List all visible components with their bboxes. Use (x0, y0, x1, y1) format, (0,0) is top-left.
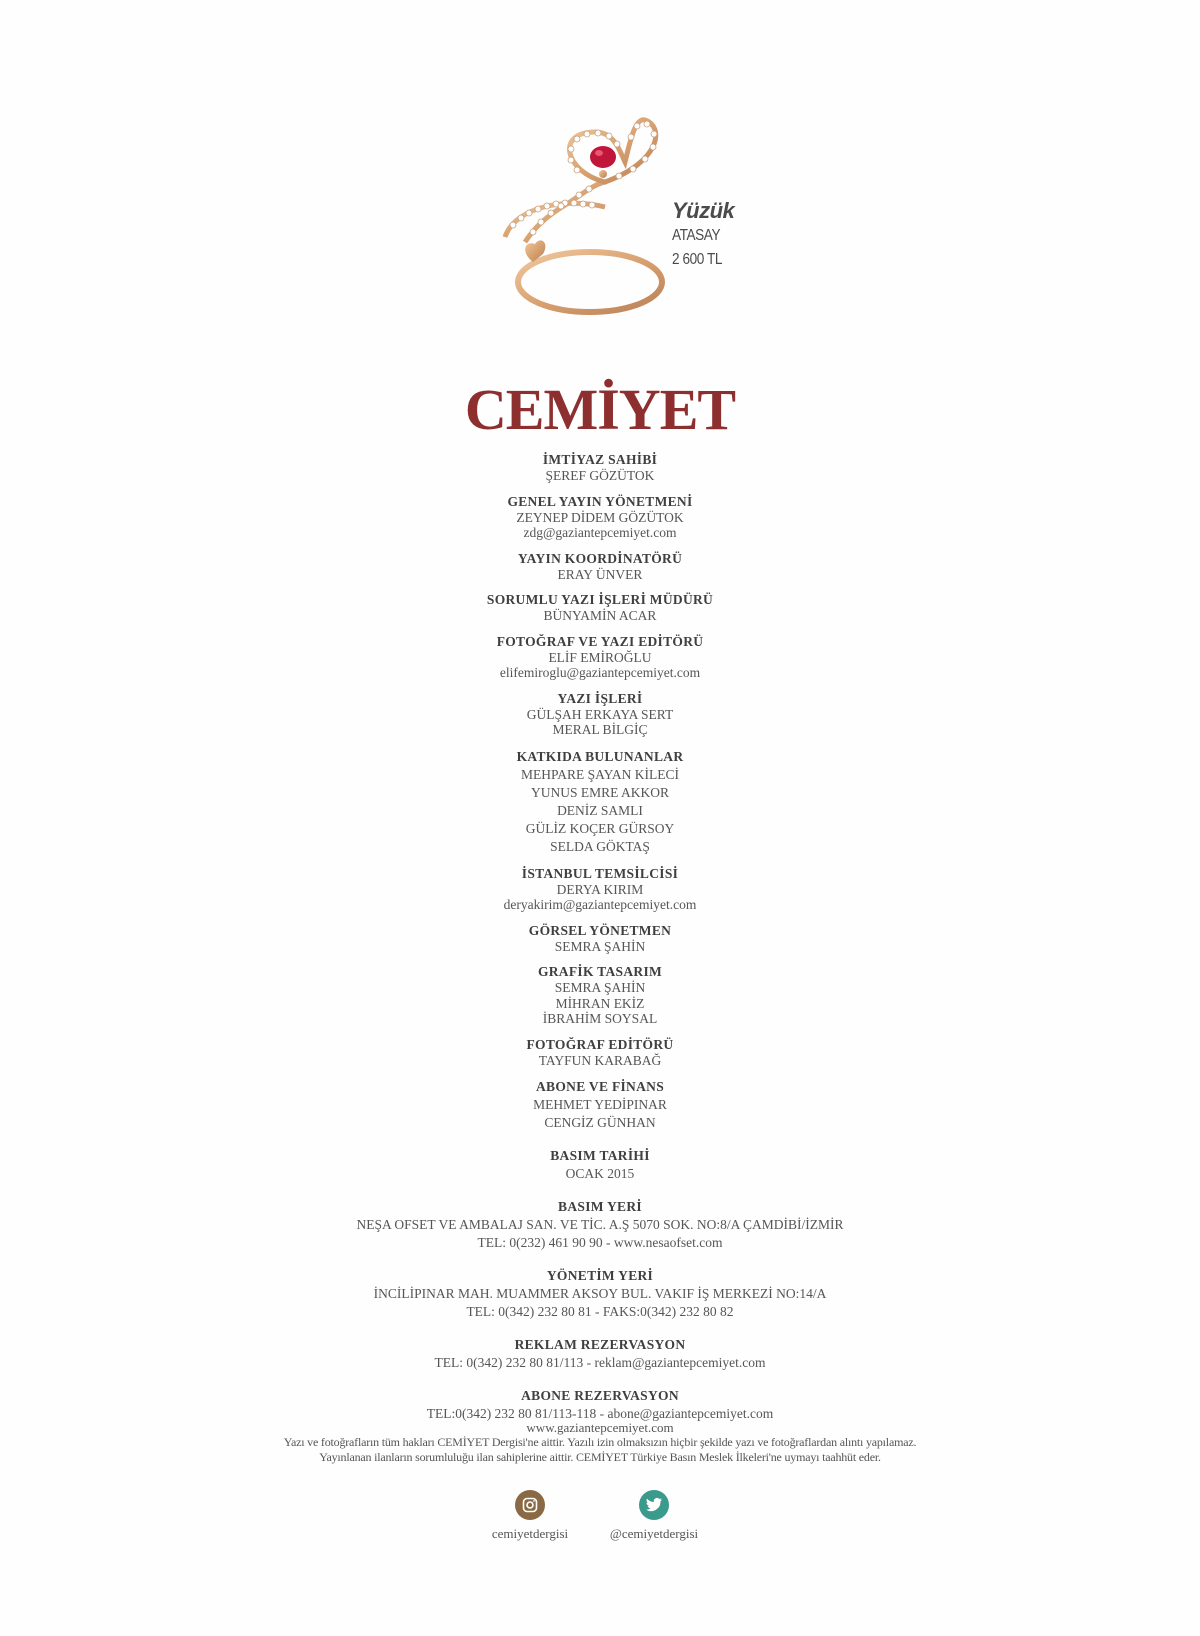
credit-name: TAYFUN KARABAĞ (538, 1052, 662, 1068)
credit-name: GÜLŞAH ERKAYA SERT (526, 706, 674, 722)
credit-section (0, 494, 1200, 541)
credit-name: MİHRAN EKİZ (555, 995, 645, 1011)
credit-name: MERAL BİLGİÇ (552, 722, 648, 737)
credit-name: İNCİLİPINAR MAH. MUAMMER AKSOY BUL. VAKIF İŞ MERKEZİ NO:14/A (373, 1286, 827, 1301)
credit-section (0, 1078, 1200, 1132)
credit-role: YAYIN KOORDİNATÖRÜ (517, 550, 683, 566)
credit-section (0, 866, 1200, 913)
product-brand: ATASAY (672, 227, 721, 244)
responsibility-note: Yayınlanan ilanların sorumluluğu ilan sahiplerine aittir. CEMİYET Türkiye Basın Meslek İlkeleri'ne uymayı taahhüt eder. (319, 1450, 881, 1464)
credits-list (0, 452, 1200, 1438)
credit-role: BASIM TARİHİ (550, 1148, 650, 1163)
credit-name: ŞEREF GÖZÜTOK (545, 468, 655, 483)
credit-role: REKLAM REZERVASYON (514, 1337, 686, 1352)
credit-name: DERYA KIRIM (556, 881, 644, 897)
ring-product-image (495, 112, 685, 337)
credit-name: MEHPARE ŞAYAN KİLECİ (520, 766, 680, 782)
credit-name: İBRAHİM SOYSAL (542, 1011, 658, 1026)
contact-line[interactable]: elifemiroglu@gaziantepcemiyet.com (499, 665, 701, 680)
credit-role: ABONE VE FİNANS (535, 1079, 665, 1094)
credit-role: FOTOĞRAF EDİTÖRÜ (526, 1036, 674, 1052)
contact-line[interactable]: TEL:0(342) 232 80 81/113-118 - abone@gaziantepcemiyet.com (426, 1406, 774, 1421)
credit-role: YAZI İŞLERİ (557, 690, 643, 706)
copyright-note: Yazı ve fotoğrafların tüm hakları CEMİYET Dergisi'ne aittir. Yazılı izin olmaksızın hiçbir şekilde yazı ve fotoğraflardan alıntı yapılamaz. (283, 1435, 917, 1449)
credit-name: CENGİZ GÜNHAN (544, 1115, 656, 1130)
credit-role: KATKIDA BULUNANLAR (516, 748, 684, 764)
credit-role: BASIM YERİ (558, 1199, 642, 1214)
instagram-icon (515, 1490, 545, 1520)
credit-role: GRAFİK TASARIM (537, 964, 663, 979)
credit-name: SEMRA ŞAHİN (554, 980, 646, 995)
credit-section (0, 452, 1200, 484)
credit-section (0, 923, 1200, 955)
credit-role: İSTANBUL TEMSİLCİSİ (521, 865, 679, 881)
contact-line[interactable]: deryakirim@gaziantepcemiyet.com (503, 897, 697, 912)
credit-role: ABONE REZERVASYON (521, 1388, 679, 1403)
credit-section (0, 748, 1200, 856)
credit-role: FOTOĞRAF VE YAZI EDİTÖRÜ (496, 633, 704, 649)
credit-section (0, 1037, 1200, 1069)
credit-name: BÜNYAMİN ACAR (543, 608, 657, 623)
credit-role: İMTİYAZ SAHİBİ (542, 452, 658, 467)
social-links (0, 1490, 1200, 1550)
credit-name: SEMRA ŞAHİN (554, 938, 646, 954)
credit-name: ERAY ÜNVER (557, 566, 643, 582)
credit-section (0, 964, 1200, 1027)
credit-role: SORUMLU YAZI İŞLERİ MÜDÜRÜ (486, 592, 714, 607)
website-link[interactable]: www.gaziantepcemiyet.com (526, 1420, 674, 1435)
credit-name: YUNUS EMRE AKKOR (530, 784, 669, 800)
credit-section (0, 634, 1200, 681)
credit-section (0, 551, 1200, 583)
credit-name: DENİZ SAMLI (557, 802, 643, 818)
instagram-handle: cemiyetdergisi (491, 1526, 569, 1541)
credit-name: OCAK 2015 (565, 1166, 635, 1181)
credit-section (0, 691, 1200, 738)
product-price: 2 600 TL (672, 251, 723, 268)
credit-name: MEHMET YEDİPINAR (533, 1097, 667, 1112)
credit-role: YÖNETİM YERİ (546, 1268, 654, 1283)
credit-section (0, 1336, 1200, 1372)
credit-role: GÖRSEL YÖNETMEN (528, 922, 672, 938)
credit-name: GÜLİZ KOÇER GÜRSOY (525, 820, 675, 836)
twitter-link[interactable] (584, 1490, 724, 1542)
twitter-icon (639, 1490, 669, 1520)
credit-section (0, 1387, 1200, 1423)
contact-line[interactable]: TEL: 0(232) 461 90 90 - www.nesaofset.com (477, 1235, 723, 1250)
credit-name: SELDA GÖKTAŞ (550, 838, 650, 854)
instagram-link[interactable] (460, 1490, 600, 1542)
product-label (672, 198, 734, 272)
credit-name: ELİF EMİROĞLU (548, 649, 652, 665)
twitter-handle: @cemiyetdergisi (609, 1526, 699, 1541)
contact-line[interactable]: TEL: 0(342) 232 80 81/113 - reklam@gaziantepcemiyet.com (434, 1355, 766, 1370)
credit-section (0, 592, 1200, 624)
masthead-logo: CEMİYET (464, 377, 736, 442)
credit-role: GENEL YAYIN YÖNETMENİ (507, 493, 693, 509)
footer (0, 1420, 1200, 1465)
credit-name: NEŞA OFSET VE AMBALAJ SAN. VE TİC. A.Ş 5070 SOK. NO:8/A ÇAMDİBİ/İZMİR (356, 1217, 844, 1232)
contact-line[interactable]: zdg@gaziantepcemiyet.com (523, 525, 677, 540)
ring-illustration (495, 112, 685, 337)
credit-name: TEL: 0(342) 232 80 81 - FAKS:0(342) 232 80 82 (466, 1304, 734, 1319)
credit-section (0, 1147, 1200, 1183)
credit-section (0, 1267, 1200, 1321)
credit-section (0, 1198, 1200, 1252)
credit-name: ZEYNEP DİDEM GÖZÜTOK (516, 509, 684, 525)
product-name: Yüzük (672, 198, 735, 223)
